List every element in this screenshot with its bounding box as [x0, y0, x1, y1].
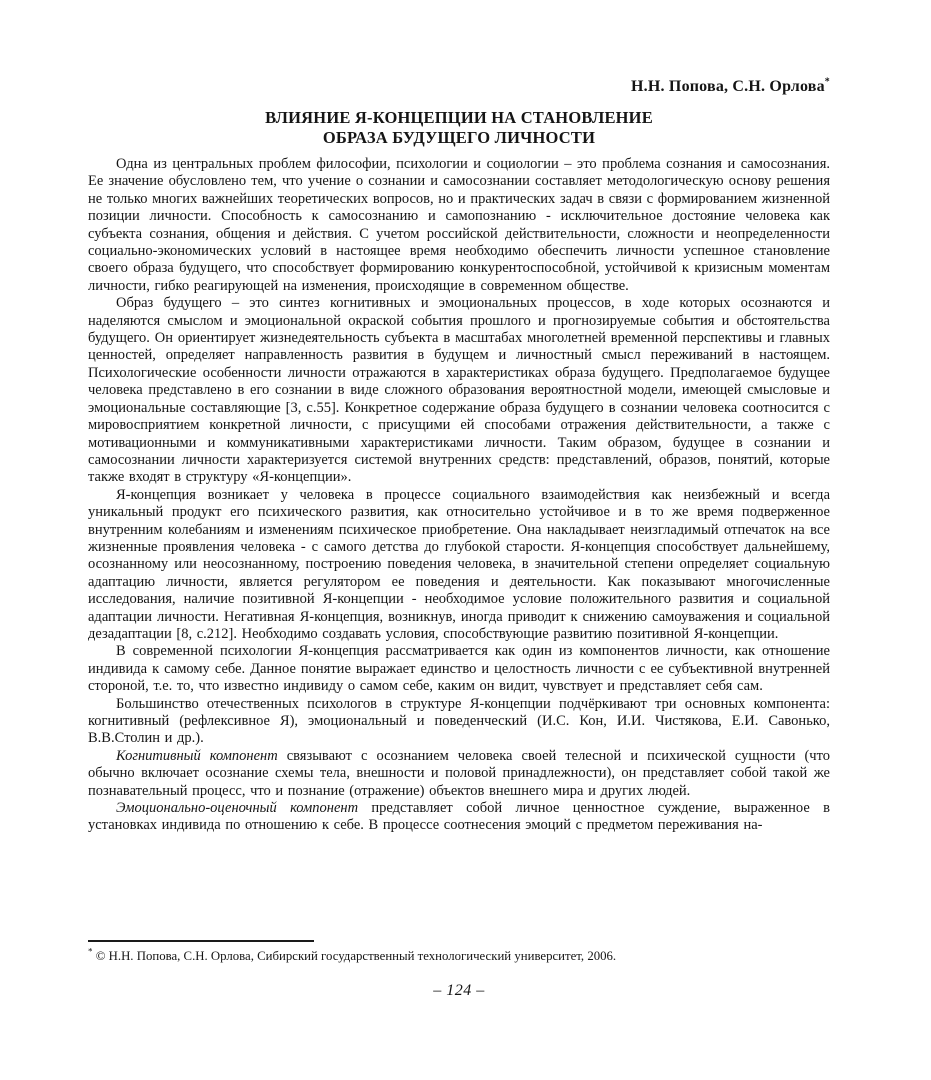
- article-title-line1: ВЛИЯНИЕ Я-КОНЦЕПЦИИ НА СТАНОВЛЕНИЕ: [265, 108, 653, 127]
- paragraph-lead-italic: Когнитивный компонент: [116, 747, 287, 764]
- article-title: [88, 108, 830, 147]
- paragraph: Одна из центральных проблем философии, психологии и социологии – это проблема сознания и самосознания. Ее значение обусловлено тем, что учение о сознании и самосознании составляет методологическую основу решения не только многих важнейших теоретических вопросов, но и практических задач в связи с формированием жизненной позиции личности. Способность к самосознанию и самопознанию - исключительное достояние человека как субъекта сознания, общения и действия. С учетом российской действительности, сложности и неопределенности социально-экономических условий в настоящее время необходимо обеспечить личности успешное становление своего образа будущего, что способствует формированию конкурентоспособной, устойчивой к кризисным моментам личности, гибко реагирующей на изменения, происходящие в современном обществе.: [88, 156, 830, 294]
- article-body: [88, 156, 830, 948]
- page-content: [88, 0, 830, 1080]
- footnote-block: [88, 940, 830, 964]
- paragraph-lead-italic: Эмоционально-оценочный компонент: [116, 800, 372, 817]
- paragraph: В современной психологии Я-концепция рассматривается как один из компонентов личности, как отношение индивида к самому себе. Данное понятие выражает единство и целостность личности с ее субъективной внутренней стороной, т.е. то, что известно индивиду о самом себе, каким он видит, чувствует и представляет себя сам.: [88, 643, 830, 695]
- paragraph: Когнитивный компонент связывают с осознанием человека своей телесной и психической сущности (что обычно включает осознание схемы тела, внешности и половой принадлежности), он представляет собой такой же познавательный процесс, что и познание (отражение) объектов внешнего мира и других людей.: [88, 747, 830, 799]
- footnote-mark: *: [88, 946, 93, 957]
- article-title-line2: ОБРАЗА БУДУЩЕГО ЛИЧНОСТИ: [322, 127, 596, 147]
- page-number: – 124 –: [433, 982, 485, 999]
- footnote-rule: [88, 940, 314, 942]
- author-names: Н.Н. Попова, С.Н. Орлова: [631, 78, 825, 95]
- paragraph: Я-концепция возникает у человека в процессе социального взаимодействия как неизбежный и всегда уникальный продукт его психического развития, как относительно устойчивое и в то же время подверженное внутренним колебаниям и изменениям психическое приобретение. Она накладывает неизгладимый отпечаток на все жизненные проявления человека - с самого детства до глубокой старости. Я-концепция способствует дальнейшему, осознанному или неосознанному, построению поведения человека, в значительной степени определяет социальную адаптацию личности, является регулятором ее поведения и деятельности. Как показывают многочисленные исследования, наличие позитивной Я-концепции - необходимое условие положительного развития и социальной адаптации личности. Негативная Я-концепция, возникнув, иногда приводит к снижению самоуважения и социальной дезадаптации [8, с.212]. Необходимо создавать условия, способствующие развитию позитивной Я-концепции.: [88, 486, 830, 642]
- paragraph: Большинство отечественных психологов в структуре Я-концепции подчёркивают три основных компонента: когнитивный (рефлексивное Я), эмоциональный и поведенческий (И.С. Кон, И.И. Чистякова, Е.И. Савонько, В.В.Столин и др.).: [88, 695, 830, 747]
- paragraph: Образ будущего – это синтез когнитивных и эмоциональных процессов, в ходе которых осознаются и наделяются смыслом и эмоциональной окраской события прошлого и прогнозируемые события и обстоятельства будущего. Он ориентирует жизнедеятельность субъекта в масштабах многолетней временной перспективы и главных ценностей, определяет направленность развития в будущем и личностный смысл переживаний в настоящем. Психологические особенности личности отражаются в характеристиках образа будущего. Предполагаемое будущее человека представлено в его сознании в виде сложного образования вероятностной модели, имеющей смысловые и эмоциональные составляющие [3, с.55]. Конкретное содержание образа будущего в сознании человека соотносится с мировосприятием конкретной личности, с присущими ей способами отражения действительности, а также с мотивационными и коммуникативными характеристиками личности. Таким образом, будущее в сознании и самосознании личности характеризуется системой внутренних средств: представлений, образов, понятий, которые также входят в структуру «Я-концепции».: [88, 295, 830, 486]
- footnote-copyright: © Н.Н. Попова, С.Н. Орлова, Сибирский государственный технологический университет, 2006.: [95, 949, 617, 963]
- authors-line: [631, 78, 830, 96]
- footnote-text: [88, 948, 830, 964]
- authors-footnote-mark: *: [824, 76, 830, 88]
- paragraph: Эмоционально-оценочный компонент представляет собой личное ценностное суждение, выраженное в установках индивида по отношению к себе. В процессе соотнесения эмоций с предметом переживания на-: [88, 800, 830, 834]
